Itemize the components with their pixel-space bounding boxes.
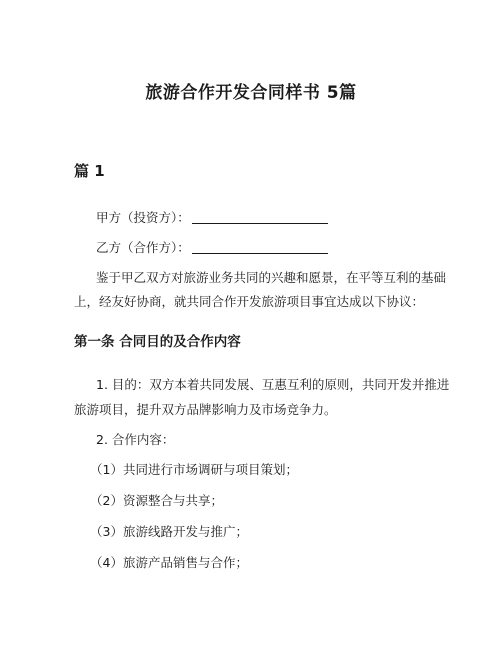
preamble-line-1: 鉴于甲乙双方对旅游业务共同的兴趣和愿景，在平等互利的基础: [96, 270, 447, 285]
item-1-line-1: 1. 目的：双方本着共同发展、互惠互利的原则，共同开发并推进: [96, 377, 450, 392]
document-title: 旅游合作开发合同样书 5篇: [145, 83, 357, 103]
party-a-blank: [192, 210, 328, 224]
item-1-line-2: 旅游项目，提升双方品牌影响力及市场竞争力。: [74, 402, 337, 417]
party-b-blank: [192, 240, 328, 254]
item-2: 2. 合作内容：: [96, 432, 175, 447]
preamble-line-2: 上，经友好协商，就共同合作开发旅游项目事宜达成以下协议：: [74, 294, 425, 309]
party-a-line: [96, 208, 328, 228]
sub-item-3: （3）旅游线路开发与推广；: [90, 524, 248, 539]
sub-item-2: （2）资源整合与共享；: [90, 493, 223, 508]
party-a-label: 甲方（投资方）：: [96, 210, 190, 225]
party-b-line: [96, 238, 328, 258]
sub-item-1: （1）共同进行市场调研与项目策划；: [90, 462, 298, 477]
party-b-label: 乙方（合作方）：: [96, 240, 190, 255]
sub-item-4: （4）旅游产品销售与合作；: [90, 555, 248, 570]
article-1-heading: 第一条 合同目的及合作内容: [74, 334, 241, 350]
section-heading: 篇 1: [74, 162, 105, 180]
